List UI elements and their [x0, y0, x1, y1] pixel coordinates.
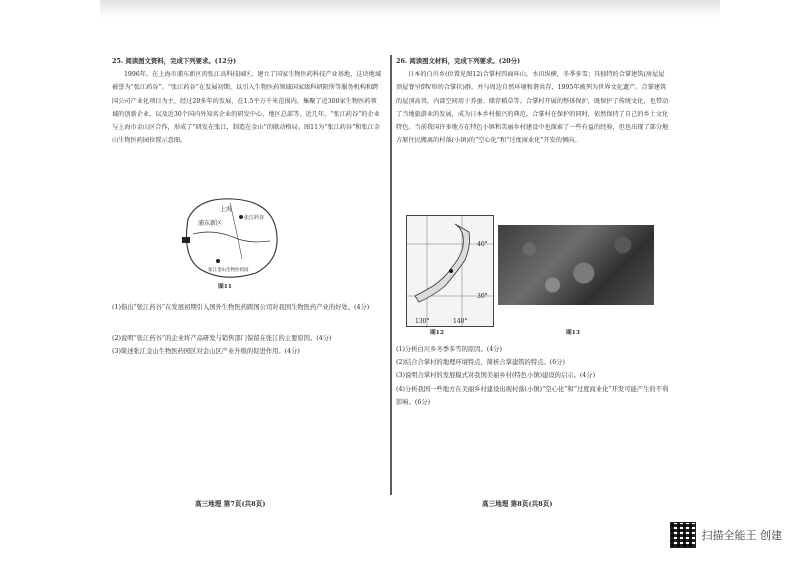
left-page-footer: 高三地理 第7页(共8页): [195, 500, 266, 508]
label-lon140: 140°: [453, 318, 468, 325]
label-shanghai: 上海: [220, 206, 233, 213]
scan-shadow: [100, 0, 720, 18]
q26-paragraph: 日本的白川乡(位置见图12)合掌村四面环山，水田纵横，冬季多雪；具独特的合掌建筑(房屋屋顶屋脊呈倒V形的合掌状)群，并与周边自然环境和谐共存，1995年被列为世界文化遗产。合掌建筑的屋顶高耸，内部空间用于养蚕、储存稻草等。合掌村开展的整体保护，既保护了传统文化，也带动了当地旅游业的发展，成为日本乡村振兴的典范。合掌村在保护的同时，依然保持了自己的乡土文化特色。当前我国许多地方在特色小镇和美丽乡村建设中也探索了一些有益的经验，但也出现了部分地方原住民搬离的村落(小镇)的“空心化”和“过度商业化”开发的倾向。: [396, 71, 669, 145]
q26-sub-3: (3)说明合掌村的发展模式对我国美丽乡村(特色小镇)建设的启示。(4分): [396, 372, 596, 380]
figure-12-caption: 图12: [430, 330, 444, 336]
label-zhangjiang: 张江药谷: [244, 215, 265, 221]
label-lat40: 40°: [477, 241, 488, 248]
river-line: [193, 232, 270, 242]
watermark-text: 扫描全能王 创建: [701, 529, 782, 542]
label-pudong: 浦东新区: [198, 220, 223, 227]
shirakawa-marker: [449, 269, 453, 273]
zhangjiang-marker: [239, 215, 243, 219]
label-lon130: 130°: [415, 318, 430, 325]
column-divider: [390, 55, 392, 495]
right-page-footer: 高三地理 第8页(共8页): [482, 500, 553, 508]
q26-sub-4: (4)分析我国一些地方在美丽乡村建设出现村落(小镇)“空心化”和“过度商业化”开发可能产生的不利影响。(6分): [396, 385, 669, 406]
q26-heading: 26. 阅读图文材料，完成下列要求。(20分): [396, 57, 521, 65]
q25-heading: 25. 阅读图文资料，完成下列要求。(12分): [112, 57, 237, 65]
jinshan-marker: [216, 259, 220, 263]
q26-sub-2: (2)结合合掌村的地理环境特点，简析合掌建筑的特点。(6分): [396, 359, 565, 367]
right-column: [396, 55, 670, 336]
q26-sub-1: (1)分析白川乡冬季多雪的原因。(4分): [396, 346, 502, 353]
figure-13-caption: 图13: [566, 330, 580, 336]
left-column: [112, 55, 382, 147]
figure-11-caption: 图11: [218, 284, 232, 290]
japan-islands: [415, 224, 470, 302]
q25-paragraph: 1996年，在上海市浦东新区的张江高科技园区，建立了国家生物医药科技产业基地，这块地域被誉为“张江药谷”。“张江药谷”在发展初期，以引入生物医药领域国家级科研院所等服务机构和跨国公司产业化项目为主，经过20多年的发展，在1.5平方千米范围内，集聚了近300家生物医药领域的创新企业，以及近30个国内外知名企业的研发中心、地区总部等。近几年，“张江药谷”的企业与上海市金山区合作，形成了“研发在张江，制造在金山”的联动格局。图11为“张江药谷”和张江金山生物医药园位置示意图。: [112, 71, 382, 145]
figure-11-map: [178, 189, 288, 284]
shanghai-marker: [182, 237, 190, 243]
q25-sub-2: (2)说明“张江药谷”的企业将产品研发与销售部门保留在张江的主要原因。(4分): [112, 335, 332, 343]
label-jinshan: 张江金山生物医药园: [208, 268, 249, 273]
scanner-watermark: [670, 522, 783, 548]
figure-13-photo: [498, 225, 654, 305]
right-questions: [396, 343, 670, 409]
exam-sheet: [100, 55, 700, 525]
qr-code-icon: [670, 522, 696, 548]
figure-12-japan-map: [406, 215, 494, 327]
label-lat30: 30°: [477, 293, 488, 300]
q25-sub-3: (3)简述张江金山生物医药园区对金山区产业升级的促进作用。(4分): [112, 348, 300, 356]
left-questions: [112, 301, 382, 359]
q25-sub-1: (1)指出“张江药谷”在发展初期引入国外生物医药跨国公司对我国生物医药产业的好处。(4分): [112, 304, 370, 311]
